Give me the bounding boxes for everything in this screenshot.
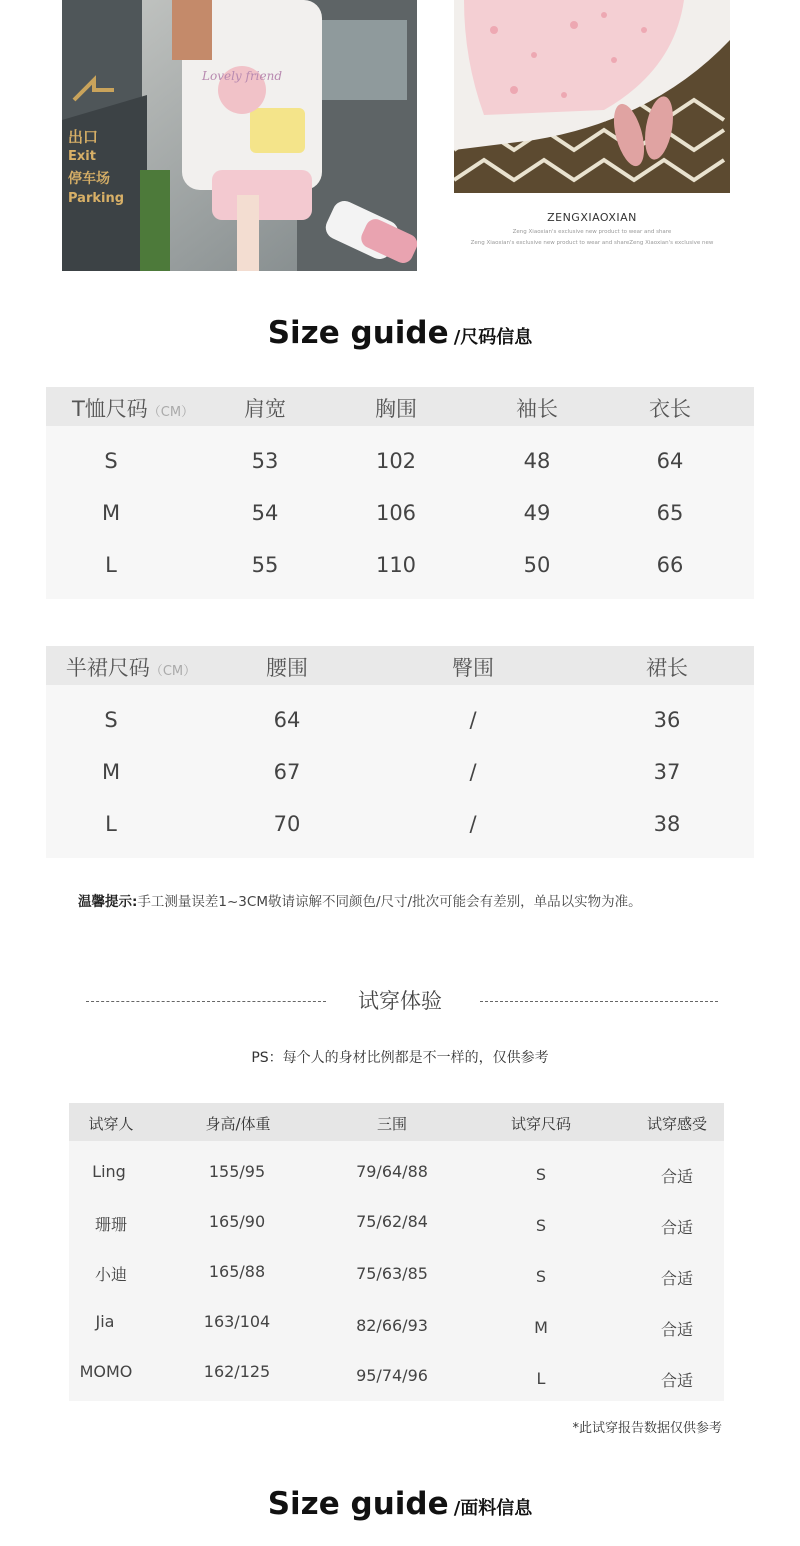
try-on-table (69, 1103, 724, 1401)
try-on-heading (0, 985, 800, 1015)
shirt-print-text: Lovely friend (202, 69, 283, 83)
skirt-size-table (46, 646, 754, 858)
table-cell: 67 (273, 760, 301, 784)
table-cell: M (101, 760, 121, 784)
table-cell: 49 (523, 501, 551, 525)
street-photo-illustration (62, 0, 417, 271)
table-cell: S (535, 1165, 547, 1184)
fabric-guide-subtitle: /面料信息 (453, 1498, 533, 1519)
table-cell: L (105, 553, 117, 577)
table-cell: 合适 (660, 1269, 694, 1288)
table-cell: / (469, 708, 477, 732)
table-cell: MOMO (79, 1362, 133, 1381)
header-unit: （CM） (149, 664, 197, 679)
product-photo-skirt-shoes (454, 0, 730, 193)
product-photo-street (62, 0, 417, 271)
sign-parking-en: Parking (68, 191, 125, 206)
table-header-tester: 试穿人 (88, 1115, 134, 1133)
table-cell: Jia (95, 1312, 115, 1331)
table-cell: 37 (653, 760, 681, 784)
table-cell: / (469, 760, 477, 784)
table-header-size (72, 393, 194, 423)
table-cell: 合适 (660, 1320, 694, 1339)
table-cell: 36 (653, 708, 681, 732)
sign-exit-en: Exit (68, 149, 96, 164)
fabric-guide-heading (0, 1486, 800, 1522)
table-cell: 合适 (660, 1371, 694, 1390)
size-guide-heading (0, 315, 800, 351)
table-cell: 珊珊 (94, 1215, 128, 1234)
table-cell: S (535, 1267, 547, 1286)
table-cell: L (536, 1369, 546, 1388)
table-cell: 106 (375, 501, 417, 525)
try-on-ps: PS：每个人的身材比例都是不一样的，仅供参考 (251, 1050, 549, 1066)
table-header-feeling: 试穿感受 (646, 1115, 708, 1133)
header-unit: （CM） (147, 405, 195, 420)
table-cell: 75/63/85 (356, 1264, 428, 1283)
table-cell: 95/74/96 (356, 1366, 428, 1385)
skirt-photo-illustration (454, 0, 730, 193)
table-header-size (66, 652, 196, 682)
tshirt-size-table (46, 387, 754, 599)
table-cell: M (101, 501, 121, 525)
header-label: T恤尺码 (71, 397, 148, 421)
try-on-note: *此试穿报告数据仅供参考 (572, 1421, 722, 1436)
table-cell: 38 (653, 812, 681, 836)
try-on-title: 试穿体验 (358, 989, 442, 1013)
table-cell: 合适 (660, 1167, 694, 1186)
table-cell: Ling (92, 1162, 126, 1181)
table-cell: M (534, 1318, 548, 1337)
fabric-guide-title: Size guide (267, 1486, 449, 1522)
table-cell: L (105, 812, 117, 836)
table-header-shoulder: 肩宽 (244, 397, 286, 421)
brand-tagline-1: Zeng Xiaoxian's exclusive new product to wear and share (512, 229, 672, 235)
table-cell: 65 (656, 501, 684, 525)
table-cell: 163/104 (203, 1312, 271, 1331)
table-cell: 165/90 (208, 1212, 266, 1231)
tip-text: 手工测量误差1~3CM敬请谅解不同颜色/尺寸/批次可能会有差别，单品以实物为准。 (137, 894, 642, 910)
table-cell: 合适 (660, 1218, 694, 1237)
table-header-length: 衣长 (649, 397, 691, 421)
table-header-size: 试穿尺码 (510, 1115, 572, 1133)
header-label: 半裙尺码 (65, 656, 150, 680)
table-cell: 48 (523, 449, 551, 473)
table-cell: 82/66/93 (356, 1316, 428, 1335)
table-cell: 155/95 (208, 1162, 266, 1181)
table-cell: 102 (375, 449, 417, 473)
table-cell: 小迪 (94, 1265, 128, 1284)
table-cell: 53 (251, 449, 279, 473)
table-cell: 54 (251, 501, 279, 525)
brand-tagline-2: Zeng Xiaoxian's exclusive new product to wear and shareZeng Xiaoxian's exclusive new (470, 240, 714, 246)
table-cell: 165/88 (208, 1262, 266, 1281)
table-cell: 79/64/88 (356, 1162, 428, 1181)
table-cell: S (535, 1216, 547, 1235)
table-header-measurements: 三围 (376, 1115, 408, 1133)
tip-label: 温馨提示: (78, 894, 138, 910)
table-cell: 110 (375, 553, 417, 577)
table-header-waist: 腰围 (266, 656, 308, 680)
sign-exit-cn: 出口 (68, 128, 99, 146)
table-cell: 64 (273, 708, 301, 732)
table-cell: 70 (273, 812, 301, 836)
table-cell: 64 (656, 449, 684, 473)
table-cell: / (469, 812, 477, 836)
table-cell: S (104, 449, 118, 473)
sign-parking-cn: 停车场 (68, 171, 110, 187)
table-cell: S (104, 708, 118, 732)
table-header-sleeve: 袖长 (516, 397, 558, 421)
table-header-skirt-length: 裙长 (646, 656, 688, 680)
table-cell: 162/125 (203, 1362, 271, 1381)
table-header-height-weight: 身高/体重 (205, 1115, 271, 1133)
table-header-chest: 胸围 (375, 397, 417, 421)
size-guide-title: Size guide (267, 315, 449, 351)
table-cell: 50 (523, 553, 551, 577)
brand-name: ZENGXIAOXIAN (547, 211, 637, 224)
measurement-tip (78, 890, 642, 910)
table-header-hip: 臀围 (452, 656, 494, 680)
table-cell: 66 (656, 553, 684, 577)
table-cell: 75/62/84 (356, 1212, 428, 1231)
table-cell: 55 (251, 553, 279, 577)
size-guide-subtitle: /尺码信息 (453, 327, 533, 348)
